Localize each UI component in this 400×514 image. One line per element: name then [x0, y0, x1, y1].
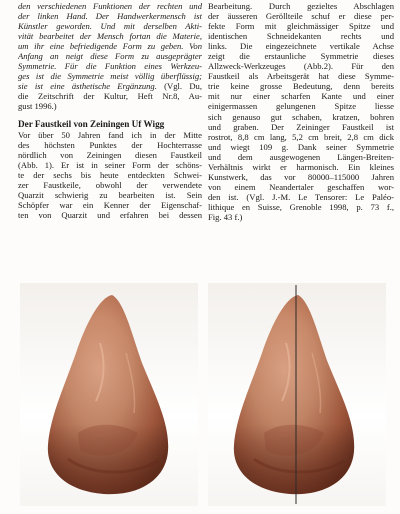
hand-axe-symmetry-photo: [208, 283, 386, 506]
hand-axe-with-axis-image: [208, 283, 386, 506]
body-line: links. Die eingezeichnete vertikale Achse: [208, 41, 394, 52]
body-line: Fig. 43 f.): [208, 211, 243, 222]
hand-axe-image: [20, 283, 198, 506]
body-line: mit nur einer scharfen Kante und einer: [208, 91, 394, 102]
quote-line: den verschiedenen Funktionen der rechten und: [18, 1, 202, 11]
body-line: te der sechs bis heute entdeckten Schwei-: [18, 169, 202, 180]
hand-axe-photo: [20, 283, 198, 506]
right-text-column: [208, 1, 394, 222]
citation-line: die Zeitschrift der Kultur, Heft Nr.8, Au-: [18, 91, 202, 102]
body-line: der äusseren Geröllteile schuf er diese per-: [208, 11, 394, 22]
body-line: rostrot, 8,8 cm lang, 5,2 cm breit, 2,8 cm dick: [208, 131, 394, 142]
body-line: Bearbeitung. Durch gezieltes Abschlagen: [208, 1, 394, 11]
quote-line: vität bearbeitet der Mensch fortan die Materie,: [18, 31, 202, 42]
quote-line: Symmetrie. Für die Funktion eines Werkzeu-: [18, 61, 202, 72]
citation-line: gust 1996.): [18, 101, 57, 112]
body-line: (Abb. 1). Er ist in seiner Form der schöns-: [18, 159, 202, 170]
body-line: den ist. (Vgl. J.-M. Le Tensorer: Le Paléo-: [208, 191, 394, 202]
body-line: identischen Schneidekanten rechts und: [208, 31, 394, 42]
body-line: sich genauso gut schaben, kratzen, bohren: [208, 111, 394, 122]
body-line: und graben. Der Zeininger Faustkeil ist: [208, 121, 394, 132]
body-line: Vor über 50 Jahren fand ich in der Mitte: [18, 129, 202, 140]
body-line: Kunstwerk, das vor 80000–115000 Jahren: [208, 171, 394, 182]
body-line: von einem Neandertaler geschaffen wor-: [208, 181, 394, 192]
quote-line: ges ist die Symmetrie meist völlig überflüssig;: [18, 71, 202, 82]
body-line: fekte Form mit gleichmässiger Spitze und: [208, 21, 394, 32]
left-text-column: [18, 1, 202, 220]
body-line: ten von Quarzit und erfahren bei dessen: [18, 209, 202, 220]
body-line: und wiegt 109 g. Dank seiner Symmetrie: [208, 141, 394, 152]
body-line: und dem ausgewogenen Längen-Breiten-: [208, 151, 394, 162]
quote-end: sie ist eine ästhetische Ergänzung.: [18, 81, 157, 92]
body-line: trie keine grosse Bedeutung, denn bereits: [208, 81, 394, 92]
body-line: Quarzit schwierig zu bearbeiten ist. Sein: [18, 189, 202, 200]
body-line: Schöpfer war ein Kenner der Eigenschaf-: [18, 199, 202, 210]
body-line: nördlich von Zeiningen diesen Faustkeil: [18, 149, 202, 160]
body-line: Verhältnis wirkt er harmonisch. Ein kleines: [208, 161, 394, 172]
body-line: Allzweck-Werkzeuges (Abb.2). Für den: [208, 61, 394, 72]
body-line: lithique en Suisse, Grenoble 1998, p. 73 f.,: [208, 201, 394, 212]
body-line: einigermassen gelungenen Spitze liesse: [208, 101, 394, 112]
section-heading: Der Faustkeil von Zeiningen Uf Wigg: [18, 118, 165, 129]
quote-line-with-citation: [18, 81, 202, 91]
body-line: Faustkeil als Arbeitsgerät hat diese Symme-: [208, 71, 394, 82]
quote-line: um ihr eine befriedigende Form zu geben. Von: [18, 41, 202, 52]
body-line: zeigt die erstaunliche Symmetrie dieses: [208, 51, 394, 62]
citation-start: (Vgl. Du,: [164, 81, 202, 92]
quote-line: der linken Hand. Der Handwerkermensch ist: [18, 11, 202, 22]
body-line: zer Faustkeile, obwohl der verwendete: [18, 179, 202, 190]
quote-line: Anfang an neigt diese Form zu ausgeprägter: [18, 51, 202, 62]
quote-line: Künstler geworden. Und mit derselben Akti-: [18, 21, 202, 32]
body-line: des höchsten Punktes der Hochterrasse: [18, 139, 202, 150]
